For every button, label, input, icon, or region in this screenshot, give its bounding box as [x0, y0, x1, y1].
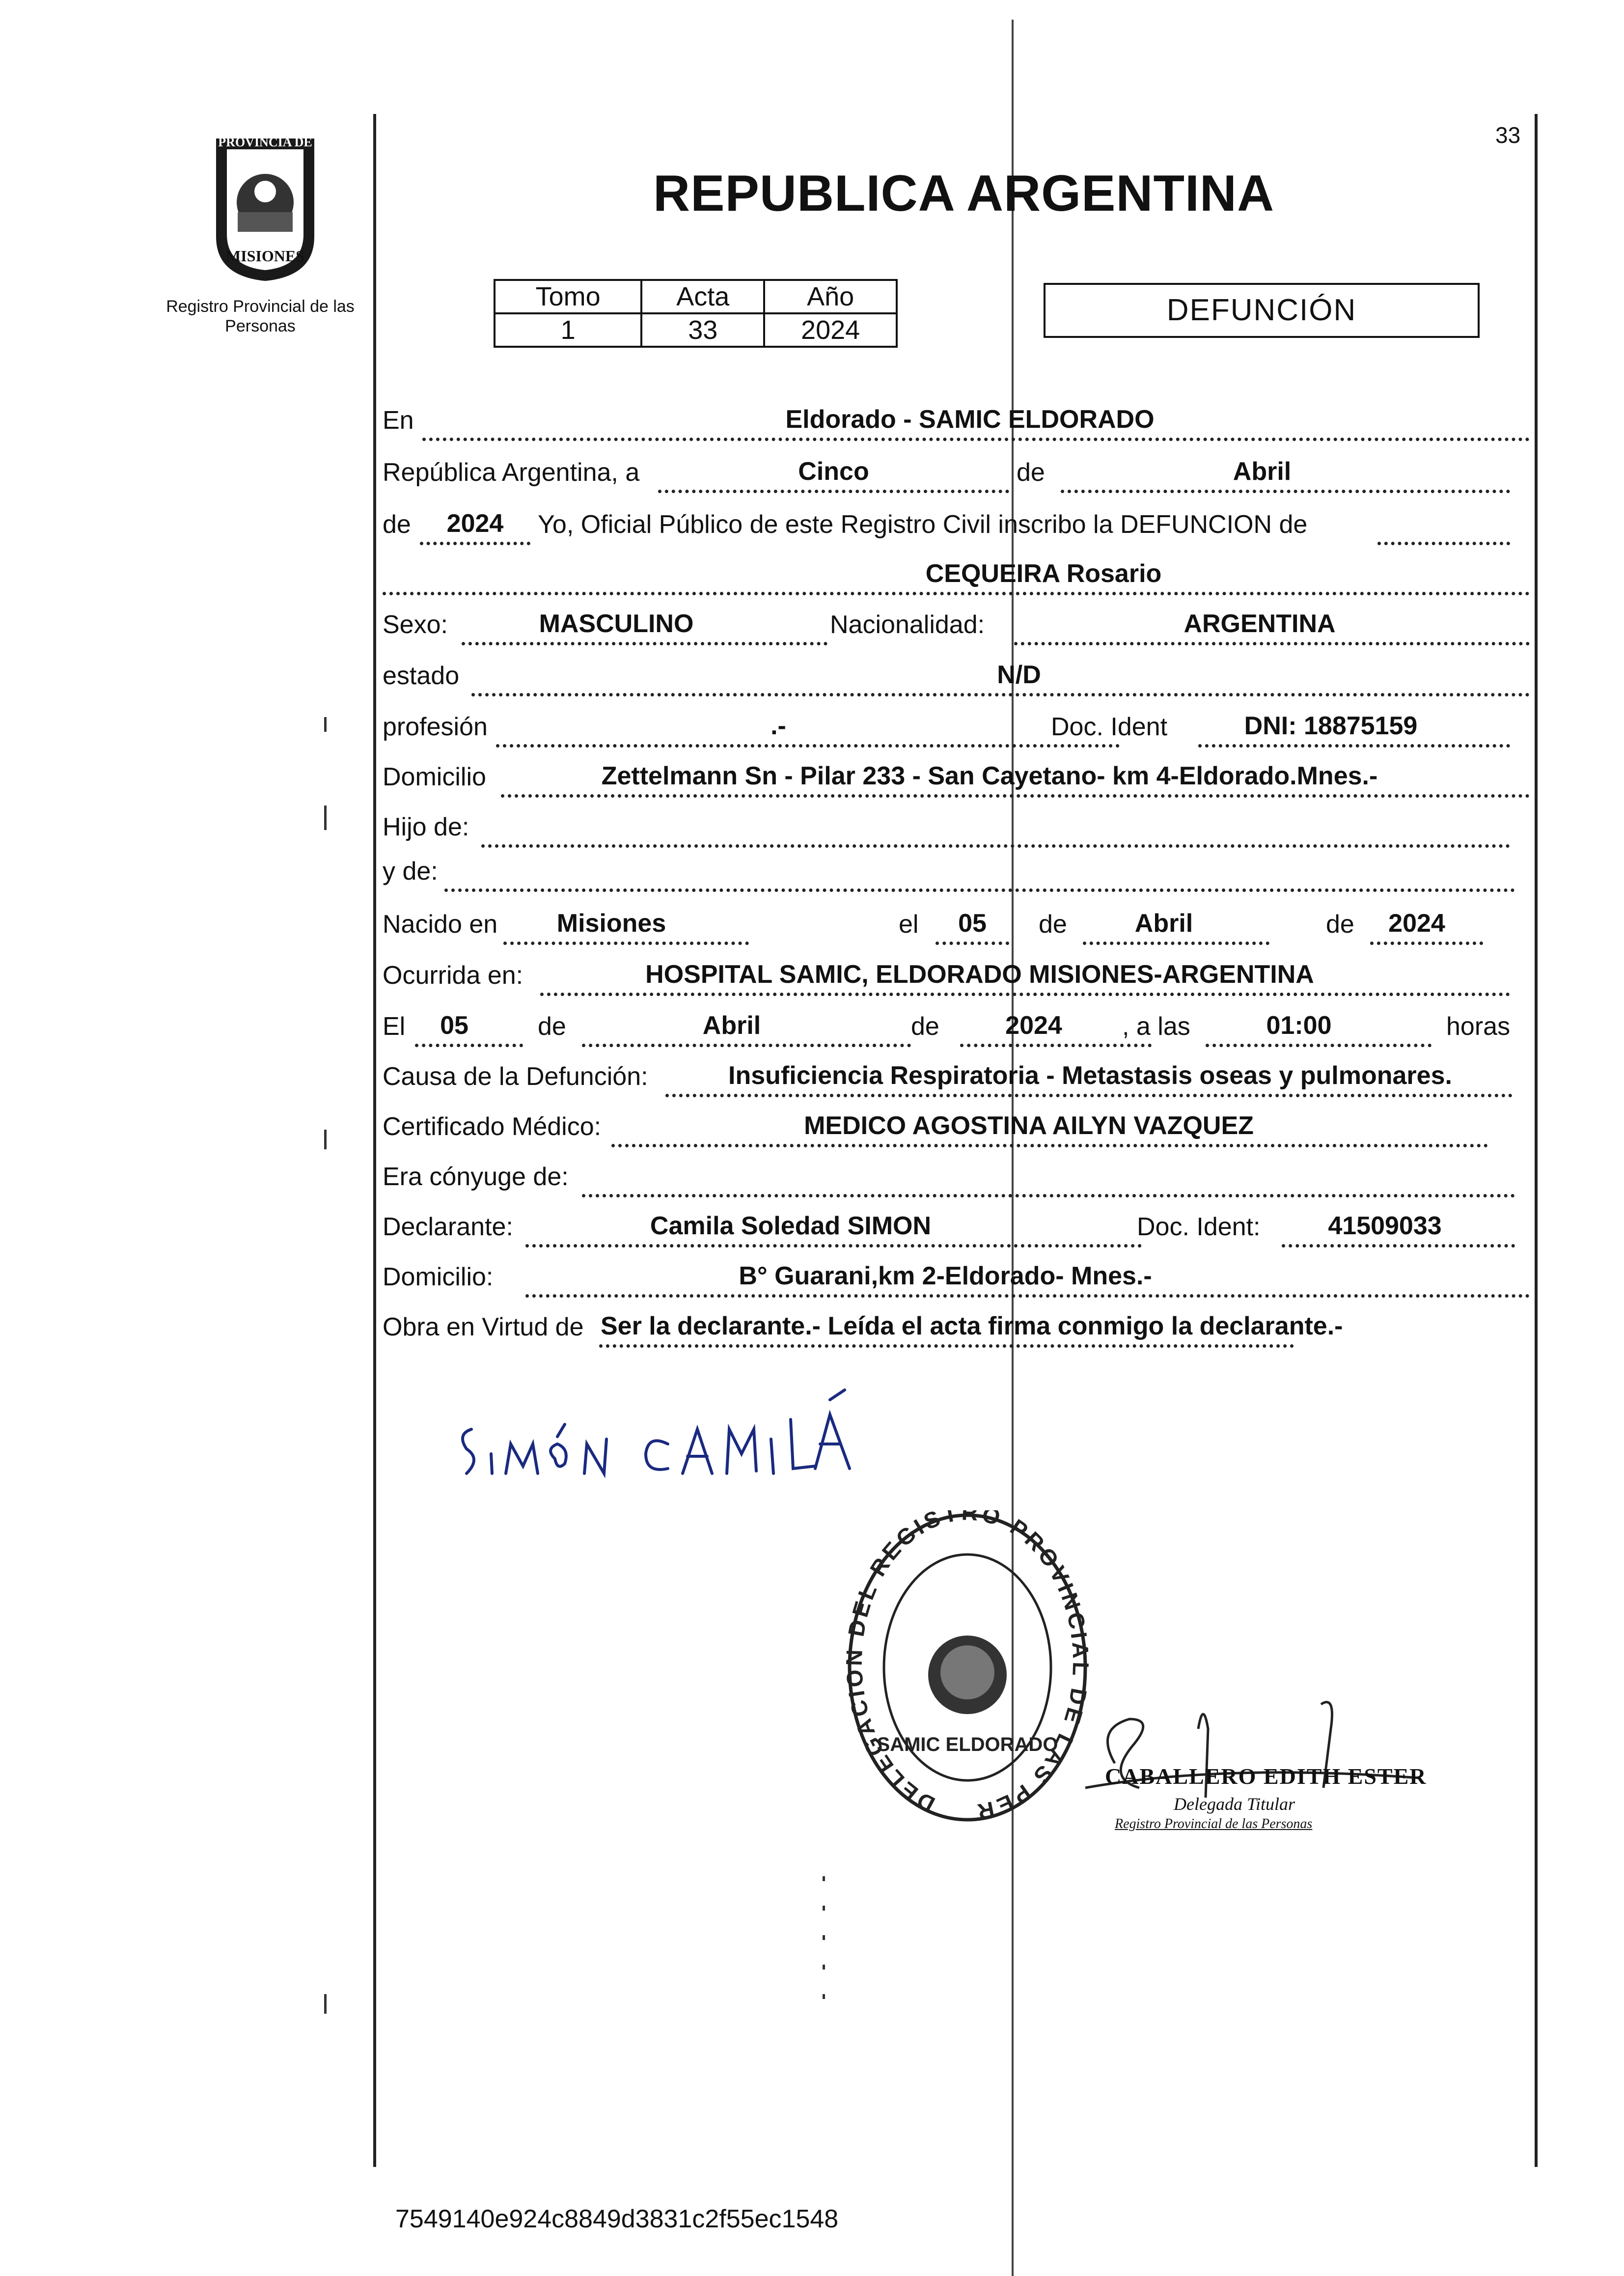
profesion-label: profesión	[383, 713, 488, 741]
record-value-acta: 33	[641, 313, 764, 347]
right-border-line	[1535, 114, 1538, 2167]
row-deceased-name	[381, 552, 1530, 596]
doc-ident-label: Doc. Ident	[1051, 713, 1168, 741]
row-profesion	[381, 704, 1530, 749]
declarante-value: Camila Soledad SIMON	[650, 1212, 932, 1240]
nacido-de-label-1: de	[1039, 910, 1067, 939]
sexo-value: MASCULINO	[539, 610, 694, 638]
scan-artifact	[823, 1935, 825, 1940]
row-declarante	[381, 1204, 1530, 1249]
scan-artifact	[324, 1130, 327, 1149]
nacido-lugar-value: Misiones	[556, 909, 666, 938]
province-logo	[196, 129, 334, 286]
row-causa	[381, 1054, 1530, 1098]
deceased-name-value: CEQUEIRA Rosario	[925, 559, 1162, 588]
hijo-de-label: Hijo de:	[383, 813, 469, 841]
logo-bottom-text: MISIONES	[225, 247, 305, 265]
page-title: REPUBLICA ARGENTINA	[653, 165, 1275, 222]
causa-value: Insuficiencia Respiratoria - Metastasis oseas y pulmonares.	[728, 1061, 1452, 1090]
page-number: 33	[1495, 122, 1521, 148]
row-estado	[381, 653, 1530, 697]
record-table-header-row	[495, 280, 897, 313]
row-y-de	[381, 849, 1530, 893]
scan-artifact	[823, 1876, 825, 1881]
domicilio-value: Zettelmann Sn - Pilar 233 - San Cayetano- km 4-Eldorado.Mnes.-	[601, 762, 1378, 790]
en-label: En	[383, 406, 414, 435]
record-header-tomo: Tomo	[495, 280, 641, 313]
muerte-de-label-1: de	[538, 1012, 566, 1041]
declarante-domicilio-value: B° Guarani,km 2-Eldorado- Mnes.-	[739, 1262, 1152, 1290]
estado-value: N/D	[997, 661, 1041, 689]
month-value: Abril	[1233, 457, 1292, 486]
causa-label: Causa de la Defunción:	[383, 1062, 648, 1091]
muerte-mes-value: Abril	[702, 1011, 761, 1040]
doc-ident-value: DNI: 18875159	[1244, 712, 1418, 740]
certificado-value: MEDICO AGOSTINA AILYN VAZQUEZ	[804, 1111, 1254, 1140]
hijo-de-field-line	[481, 810, 1510, 848]
nacido-de-label-2: de	[1326, 910, 1354, 939]
statement-field-line	[1377, 507, 1510, 545]
nacido-mes-value: Abril	[1134, 909, 1193, 938]
profesion-value: .-	[771, 712, 786, 740]
record-table-value-row	[495, 313, 897, 347]
y-de-label: y de:	[383, 857, 438, 886]
nacido-el-label: el	[899, 910, 919, 939]
row-conyuge	[381, 1154, 1530, 1198]
record-header-anio: Año	[764, 280, 897, 313]
record-type-box: DEFUNCIÓN	[1044, 283, 1480, 338]
logo-top-text: PROVINCIA DE	[218, 135, 312, 149]
row-statement	[381, 502, 1530, 546]
left-border-line	[373, 114, 376, 2167]
scan-artifact	[324, 805, 327, 830]
scan-artifact	[823, 1994, 825, 1999]
nacido-label: Nacido en	[383, 910, 498, 939]
nacionalidad-label: Nacionalidad:	[830, 611, 985, 639]
declarante-doc-label: Doc. Ident:	[1137, 1213, 1261, 1241]
domicilio-label: Domicilio	[383, 763, 486, 791]
muerte-dia-value: 05	[440, 1011, 468, 1040]
horas-label: horas	[1446, 1012, 1511, 1041]
sexo-label: Sexo:	[383, 611, 448, 639]
year-value: 2024	[446, 509, 504, 538]
el-label: El	[383, 1012, 406, 1041]
record-value-anio: 2024	[764, 313, 897, 347]
ocurrida-value: HOSPITAL SAMIC, ELDORADO MISIONES-ARGENTINA	[645, 960, 1314, 989]
scan-artifact	[324, 717, 327, 732]
a-las-label: , a las	[1122, 1012, 1190, 1041]
obra-value: Ser la declarante.- Leída el acta firma conmigo la declarante.-	[601, 1312, 1343, 1340]
nacionalidad-value: ARGENTINA	[1184, 610, 1336, 638]
row-sexo	[381, 602, 1530, 646]
row-certificado	[381, 1104, 1530, 1148]
hora-value: 01:00	[1266, 1011, 1332, 1040]
registry-stamp	[845, 1510, 1090, 1825]
record-value-tomo: 1	[495, 313, 641, 347]
nacido-anio-value: 2024	[1388, 909, 1445, 938]
declarante-label: Declarante:	[383, 1213, 513, 1241]
de-label-1: de	[1017, 458, 1045, 487]
record-table	[494, 279, 898, 348]
conyuge-label: Era cónyuge de:	[383, 1163, 569, 1191]
y-de-field-line	[444, 854, 1515, 892]
muerte-de-label-2: de	[911, 1012, 939, 1041]
obra-label: Obra en Virtud de	[383, 1313, 584, 1341]
scan-artifact	[823, 1965, 825, 1970]
document-hash: 7549140e924c8849d3831c2f55ec1548	[395, 2205, 839, 2233]
muerte-anio-value: 2024	[1005, 1011, 1062, 1040]
nacido-dia-value: 05	[958, 909, 987, 938]
day-word-value: Cinco	[798, 457, 869, 486]
row-declarante-domicilio	[381, 1254, 1530, 1299]
scan-artifact	[324, 1994, 327, 2014]
registry-label: Registro Provincial de las Personas	[166, 297, 355, 335]
statement-text: Yo, Oficial Público de este Registro Civil inscribo la DEFUNCION de	[538, 510, 1308, 539]
ocurrida-label: Ocurrida en:	[383, 961, 523, 990]
row-nacido	[381, 902, 1530, 946]
de-label-2: de	[383, 510, 411, 539]
row-ocurrida	[381, 953, 1530, 997]
certificado-label: Certificado Médico:	[383, 1112, 602, 1141]
row-hijo-de	[381, 805, 1530, 849]
official-org: Registro Provincial de las Personas	[1115, 1816, 1313, 1832]
official-signature	[1075, 1690, 1439, 1852]
row-domicilio	[381, 754, 1530, 799]
declarante-domicilio-label: Domicilio:	[383, 1263, 494, 1291]
scan-artifact	[823, 1906, 825, 1911]
stamp-ring-text: DELEGACI DEL REGISTRO PROVINCI DE LAS PER	[845, 1510, 1090, 1825]
stamp-inner-text: SAMIC ELDORADO	[877, 1734, 1058, 1755]
row-obra	[381, 1305, 1530, 1349]
official-name: CABALLERO EDITH ESTER	[1105, 1764, 1427, 1789]
row-fecha-muerte	[381, 1004, 1530, 1048]
conyuge-field-line	[582, 1160, 1515, 1197]
declarant-signature	[452, 1375, 884, 1488]
declarante-doc-value: 41509033	[1328, 1212, 1442, 1240]
row-en	[381, 398, 1530, 442]
row-fecha	[381, 450, 1530, 494]
en-value: Eldorado - SAMIC ELDORADO	[785, 405, 1155, 434]
official-title: Delegada Titular	[1174, 1794, 1295, 1814]
record-header-acta: Acta	[641, 280, 764, 313]
republica-label: República Argentina, a	[383, 458, 640, 487]
estado-label: estado	[383, 662, 460, 690]
